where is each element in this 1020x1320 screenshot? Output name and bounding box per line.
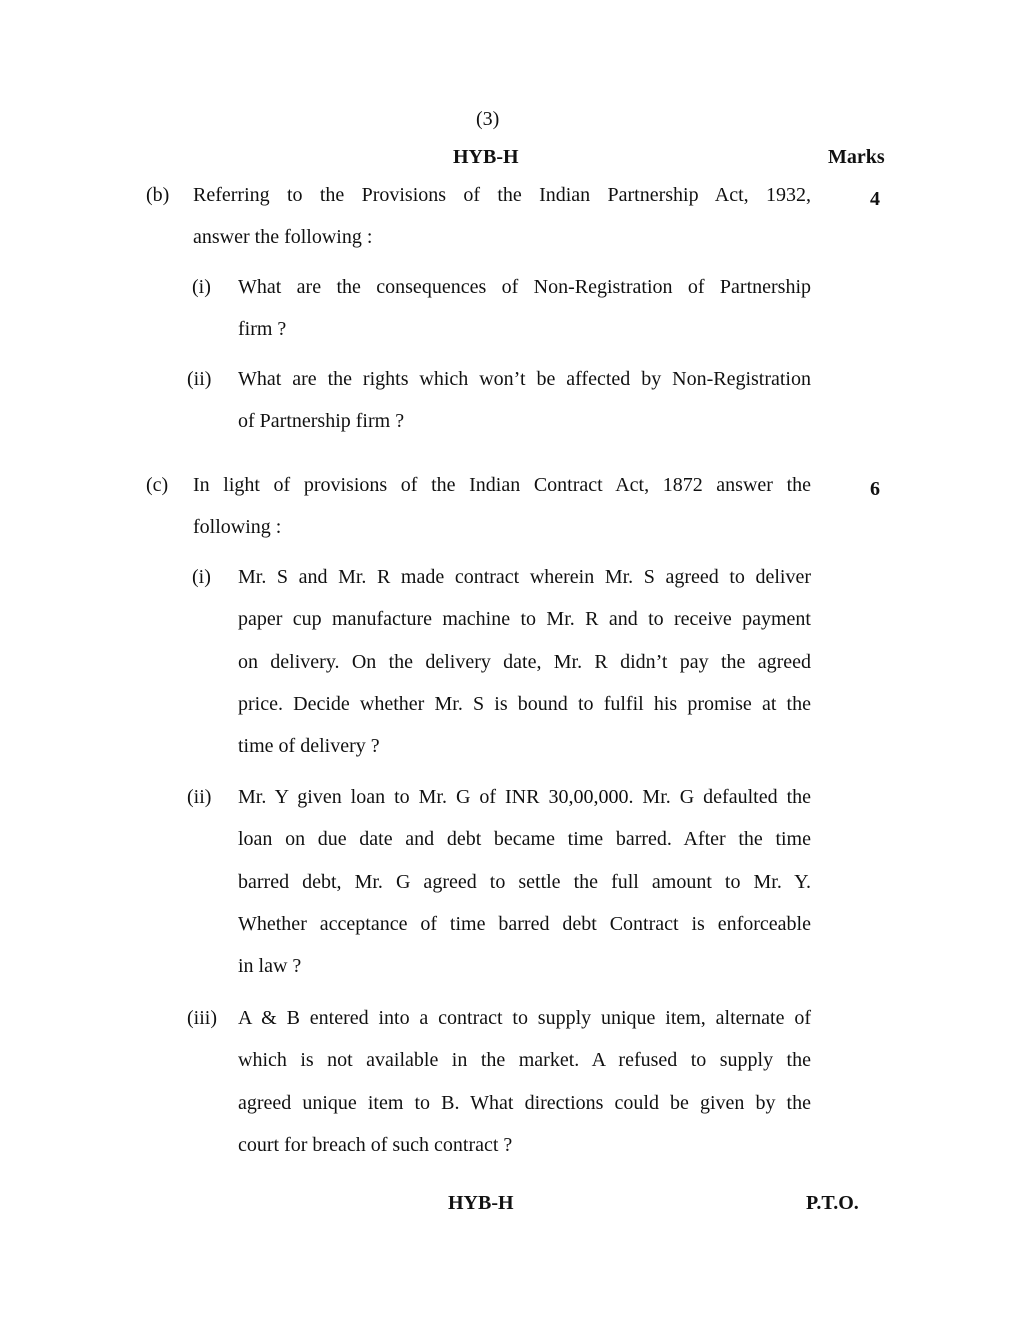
header-code: HYB-H <box>453 146 519 168</box>
sub-question-text-line: of Partnership firm ? <box>238 410 405 433</box>
sub-question-text-line: paper cup manufacture machine to Mr. R and to receive payment <box>238 608 811 631</box>
sub-question-text-line: Mr. Y given loan to Mr. G of INR 30,00,000. Mr. G defaulted the <box>238 786 811 808</box>
sub-question-text-line: agreed unique item to B. What directions could be given by the <box>238 1091 811 1114</box>
page-number: (3) <box>476 108 500 130</box>
sub-question-label: (ii) <box>187 368 212 390</box>
sub-question-label: (i) <box>192 566 211 588</box>
sub-question-text-line: Whether acceptance of time barred debt Contract is enforceable <box>238 912 811 935</box>
question-label: (b) <box>146 184 170 206</box>
sub-question-text-line: loan on due date and debt became time barred. After the time <box>238 828 811 851</box>
sub-question-text-line: Mr. S and Mr. R made contract wherein Mr. S agreed to deliver <box>238 566 811 588</box>
sub-question-text-line: What are the consequences of Non-Registration of Partnership <box>238 276 811 298</box>
sub-question-label: (i) <box>192 276 211 298</box>
sub-question-text-line: on delivery. On the delivery date, Mr. R didn’t pay the agreed <box>238 650 811 673</box>
sub-question-text-line: time of delivery ? <box>238 735 380 758</box>
sub-question-text-line: court for breach of such contract ? <box>238 1133 513 1156</box>
footer-pto: P.T.O. <box>806 1192 859 1214</box>
question-text-line: Referring to the Provisions of the Indian Partnership Act, 1932, <box>193 184 811 206</box>
sub-question-text-line: price. Decide whether Mr. S is bound to fulfil his promise at the <box>238 692 811 715</box>
sub-question-label: (iii) <box>187 1007 217 1029</box>
question-text-line: In light of provisions of the Indian Contract Act, 1872 answer the <box>193 474 811 496</box>
sub-question-text-line: barred debt, Mr. G agreed to settle the full amount to Mr. Y. <box>238 870 811 893</box>
sub-question-text-line: in law ? <box>238 955 302 978</box>
marks-label: Marks <box>828 146 885 168</box>
footer-code: HYB-H <box>448 1192 514 1214</box>
question-text-line: answer the following : <box>193 226 373 249</box>
sub-question-text-line: A & B entered into a contract to supply unique item, alternate of <box>238 1007 811 1029</box>
sub-question-text-line: which is not available in the market. A refused to supply the <box>238 1049 811 1072</box>
question-marks: 6 <box>870 478 880 500</box>
sub-question-label: (ii) <box>187 786 212 808</box>
sub-question-text-line: What are the rights which won’t be affected by Non-Registration <box>238 368 811 390</box>
question-marks: 4 <box>870 188 880 210</box>
sub-question-text-line: firm ? <box>238 318 287 341</box>
question-label: (c) <box>146 474 169 496</box>
question-text-line: following : <box>193 516 282 539</box>
